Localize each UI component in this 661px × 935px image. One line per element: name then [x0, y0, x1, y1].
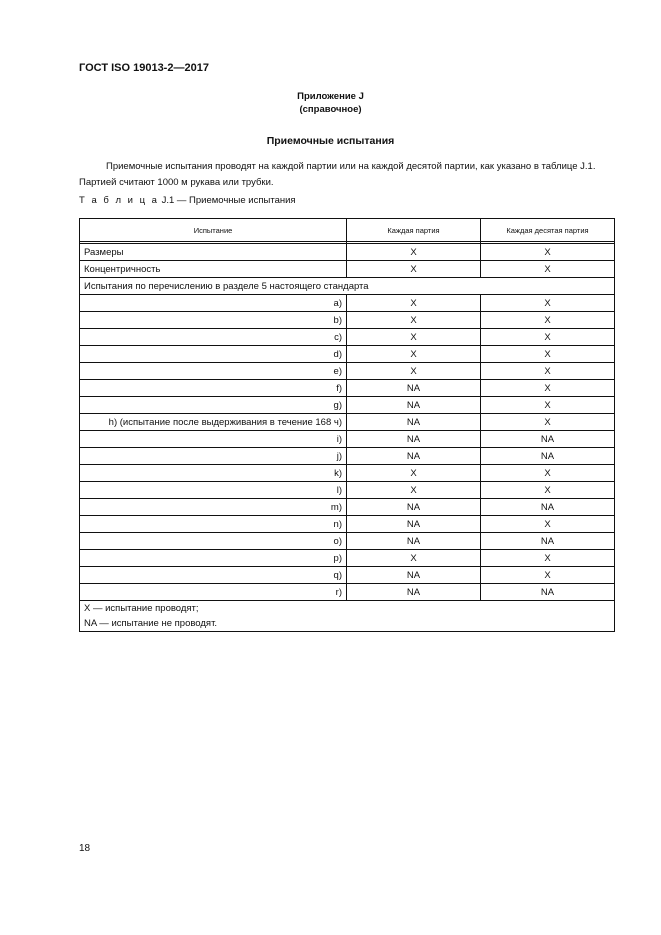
- table-row: [80, 312, 615, 329]
- each-batch-value: NA: [347, 397, 481, 414]
- table-body: [80, 244, 615, 601]
- appendix-title: Приложение J: [297, 91, 364, 102]
- table-row: [80, 533, 615, 550]
- tenth-batch-value: X: [481, 295, 615, 312]
- table-row: [80, 363, 615, 380]
- tenth-batch-value: X: [481, 414, 615, 431]
- tenth-batch-value: X: [481, 567, 615, 584]
- test-name: j): [80, 448, 347, 465]
- each-batch-value: X: [347, 261, 481, 278]
- each-batch-value: NA: [347, 516, 481, 533]
- each-batch-value: NA: [347, 533, 481, 550]
- tenth-batch-value: X: [481, 244, 615, 261]
- table-row: [80, 346, 615, 363]
- test-name: i): [80, 431, 347, 448]
- each-batch-value: X: [347, 346, 481, 363]
- intro-line-2: Партией считают 1000 м рукава или трубки.: [79, 177, 274, 188]
- table-row: [80, 584, 615, 601]
- test-name: o): [80, 533, 347, 550]
- table-row: [80, 397, 615, 414]
- test-name: g): [80, 397, 347, 414]
- test-name: Размеры: [80, 244, 347, 261]
- table-row: [80, 295, 615, 312]
- table-row: [80, 482, 615, 499]
- each-batch-value: NA: [347, 431, 481, 448]
- test-name: l): [80, 482, 347, 499]
- test-name: n): [80, 516, 347, 533]
- note-na: NA — испытание не проводят.: [84, 618, 218, 629]
- each-batch-value: X: [347, 329, 481, 346]
- tenth-batch-value: NA: [481, 584, 615, 601]
- tenth-batch-value: X: [481, 465, 615, 482]
- table-row: [80, 380, 615, 397]
- document-code: ГОСТ ISO 19013-2—2017: [79, 62, 209, 74]
- test-name: p): [80, 550, 347, 567]
- test-name: f): [80, 380, 347, 397]
- table-row: [80, 261, 615, 278]
- table-row: [80, 244, 615, 261]
- test-name: Концентричность: [80, 261, 347, 278]
- table-row: [80, 499, 615, 516]
- section-title: Приемочные испытания: [266, 135, 395, 147]
- table-notes: [80, 601, 615, 632]
- each-batch-value: X: [347, 295, 481, 312]
- test-name: c): [80, 329, 347, 346]
- table-row: [80, 550, 615, 567]
- test-name: b): [80, 312, 347, 329]
- each-batch-value: X: [347, 363, 481, 380]
- test-name: r): [80, 584, 347, 601]
- table-caption-text: J.1 — Приемочные испытания: [158, 195, 296, 206]
- table-row: [80, 465, 615, 482]
- header-each-tenth-batch: Каждая десятая партия: [481, 219, 615, 242]
- tenth-batch-value: X: [481, 550, 615, 567]
- each-batch-value: NA: [347, 414, 481, 431]
- each-batch-value: NA: [347, 499, 481, 516]
- table-subheading: Испытания по перечислению в разделе 5 настоящего стандарта: [80, 278, 615, 295]
- each-batch-value: NA: [347, 584, 481, 601]
- tenth-batch-value: NA: [481, 448, 615, 465]
- appendix-status: (справочное): [299, 104, 362, 115]
- table-row: [80, 329, 615, 346]
- table-subheading-row: [80, 278, 615, 295]
- each-batch-value: X: [347, 465, 481, 482]
- intro-line-1: Приемочные испытания проводят на каждой партии или на каждой десятой партии, как указано в таблице J.1.: [106, 161, 596, 172]
- tenth-batch-value: X: [481, 261, 615, 278]
- page-number: 18: [79, 843, 91, 854]
- each-batch-value: NA: [347, 567, 481, 584]
- tenth-batch-value: X: [481, 380, 615, 397]
- each-batch-value: X: [347, 312, 481, 329]
- tenth-batch-value: X: [481, 329, 615, 346]
- tenth-batch-value: X: [481, 397, 615, 414]
- test-name: k): [80, 465, 347, 482]
- tenth-batch-value: NA: [481, 533, 615, 550]
- tenth-batch-value: X: [481, 312, 615, 329]
- test-name: e): [80, 363, 347, 380]
- table-notes-row: [80, 601, 615, 632]
- table-row: [80, 448, 615, 465]
- test-name: a): [80, 295, 347, 312]
- test-name: m): [80, 499, 347, 516]
- acceptance-tests-table: [79, 218, 615, 632]
- table-row: [80, 414, 615, 431]
- test-name: d): [80, 346, 347, 363]
- tenth-batch-value: X: [481, 346, 615, 363]
- table-caption: [79, 195, 296, 206]
- tenth-batch-value: NA: [481, 499, 615, 516]
- each-batch-value: NA: [347, 448, 481, 465]
- table-header-row: [80, 219, 615, 242]
- test-name: q): [80, 567, 347, 584]
- intro-paragraph: [79, 159, 614, 191]
- each-batch-value: X: [347, 244, 481, 261]
- each-batch-value: NA: [347, 380, 481, 397]
- note-x: X — испытание проводят;: [84, 603, 199, 614]
- each-batch-value: X: [347, 550, 481, 567]
- table-caption-prefix: Т а б л и ц а: [79, 195, 159, 206]
- test-name: h) (испытание после выдерживания в течение 168 ч): [80, 414, 347, 431]
- tenth-batch-value: X: [481, 516, 615, 533]
- table-row: [80, 516, 615, 533]
- tenth-batch-value: NA: [481, 431, 615, 448]
- each-batch-value: X: [347, 482, 481, 499]
- tenth-batch-value: X: [481, 363, 615, 380]
- table-row: [80, 567, 615, 584]
- header-each-batch: Каждая партия: [347, 219, 481, 242]
- header-test: Испытание: [80, 219, 347, 242]
- tenth-batch-value: X: [481, 482, 615, 499]
- table-row: [80, 431, 615, 448]
